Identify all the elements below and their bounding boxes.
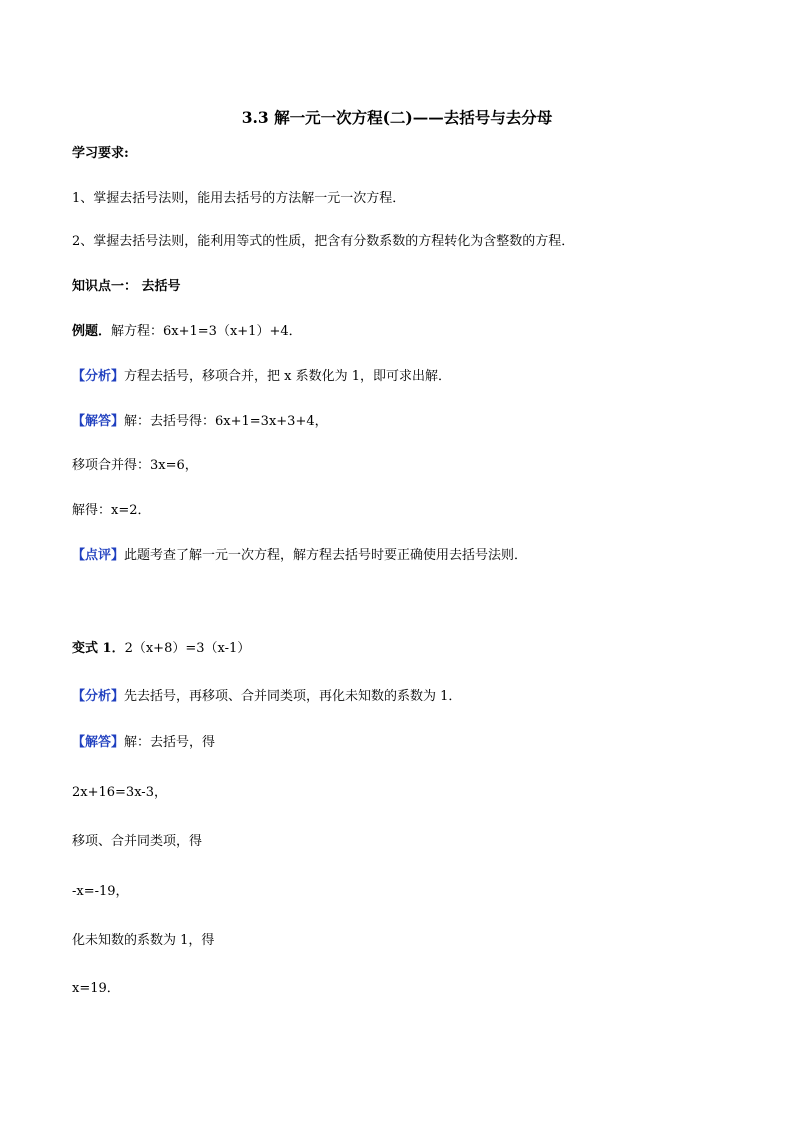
answer-tag: 【解答】	[72, 414, 125, 429]
variant-1-analysis	[72, 688, 461, 706]
example-problem	[72, 323, 302, 341]
example-comment	[72, 547, 527, 565]
analysis-text: 方程去括号，移项合并，把 x 系数化为 1，即可求出解．	[124, 369, 452, 384]
variant-1-answer	[72, 734, 215, 752]
variant-1-text: 2（x+8）=3（x-1）	[124, 641, 251, 656]
variant-1-label: 变式 1．	[72, 641, 125, 656]
variant-1-step-1: 2x+16=3x-3，	[72, 785, 167, 800]
answer-text: 解：去括号，得	[124, 735, 216, 750]
analysis-tag: 【分析】	[72, 689, 125, 704]
document-title: 3.3 解一元一次方程(二)——去括号与去分母	[241, 108, 553, 127]
variant-1-step-3: -x=-19，	[72, 884, 129, 899]
knowledge-point-heading: 知识点一： 去括号	[72, 279, 181, 294]
answer-text: 解：去括号得：6x+1=3x+3+4，	[124, 414, 328, 429]
comment-text: 此题考查了解一元一次方程，解方程去括号时要正确使用去括号法则．	[124, 548, 528, 563]
example-step-2: 移项合并得：3x=6，	[72, 458, 198, 473]
requirement-1: 1、掌握去括号法则，能用去括号的方法解一元一次方程．	[72, 191, 406, 206]
analysis-tag: 【分析】	[72, 369, 125, 384]
variant-1-problem	[72, 640, 250, 658]
answer-tag: 【解答】	[72, 735, 125, 750]
analysis-text: 先去括号，再移项、合并同类项，再化未知数的系数为 1．	[124, 689, 462, 704]
comment-tag: 【点评】	[72, 548, 125, 563]
example-answer	[72, 413, 328, 431]
example-label: 例题．	[72, 324, 112, 339]
variant-1-step-2: 移项、合并同类项，得	[72, 834, 203, 849]
example-analysis	[72, 368, 451, 386]
requirement-2: 2、掌握去括号法则，能利用等式的性质，把含有分数系数的方程转化为含整数的方程．	[72, 234, 575, 249]
variant-1-step-4: 化未知数的系数为 1，得	[72, 933, 215, 948]
variant-1-step-5: x=19．	[72, 981, 120, 996]
example-text: 解方程：6x+1=3（x+1）+4．	[111, 324, 302, 339]
example-step-3: 解得：x=2．	[72, 503, 151, 518]
requirements-heading: 学习要求:	[72, 146, 129, 161]
